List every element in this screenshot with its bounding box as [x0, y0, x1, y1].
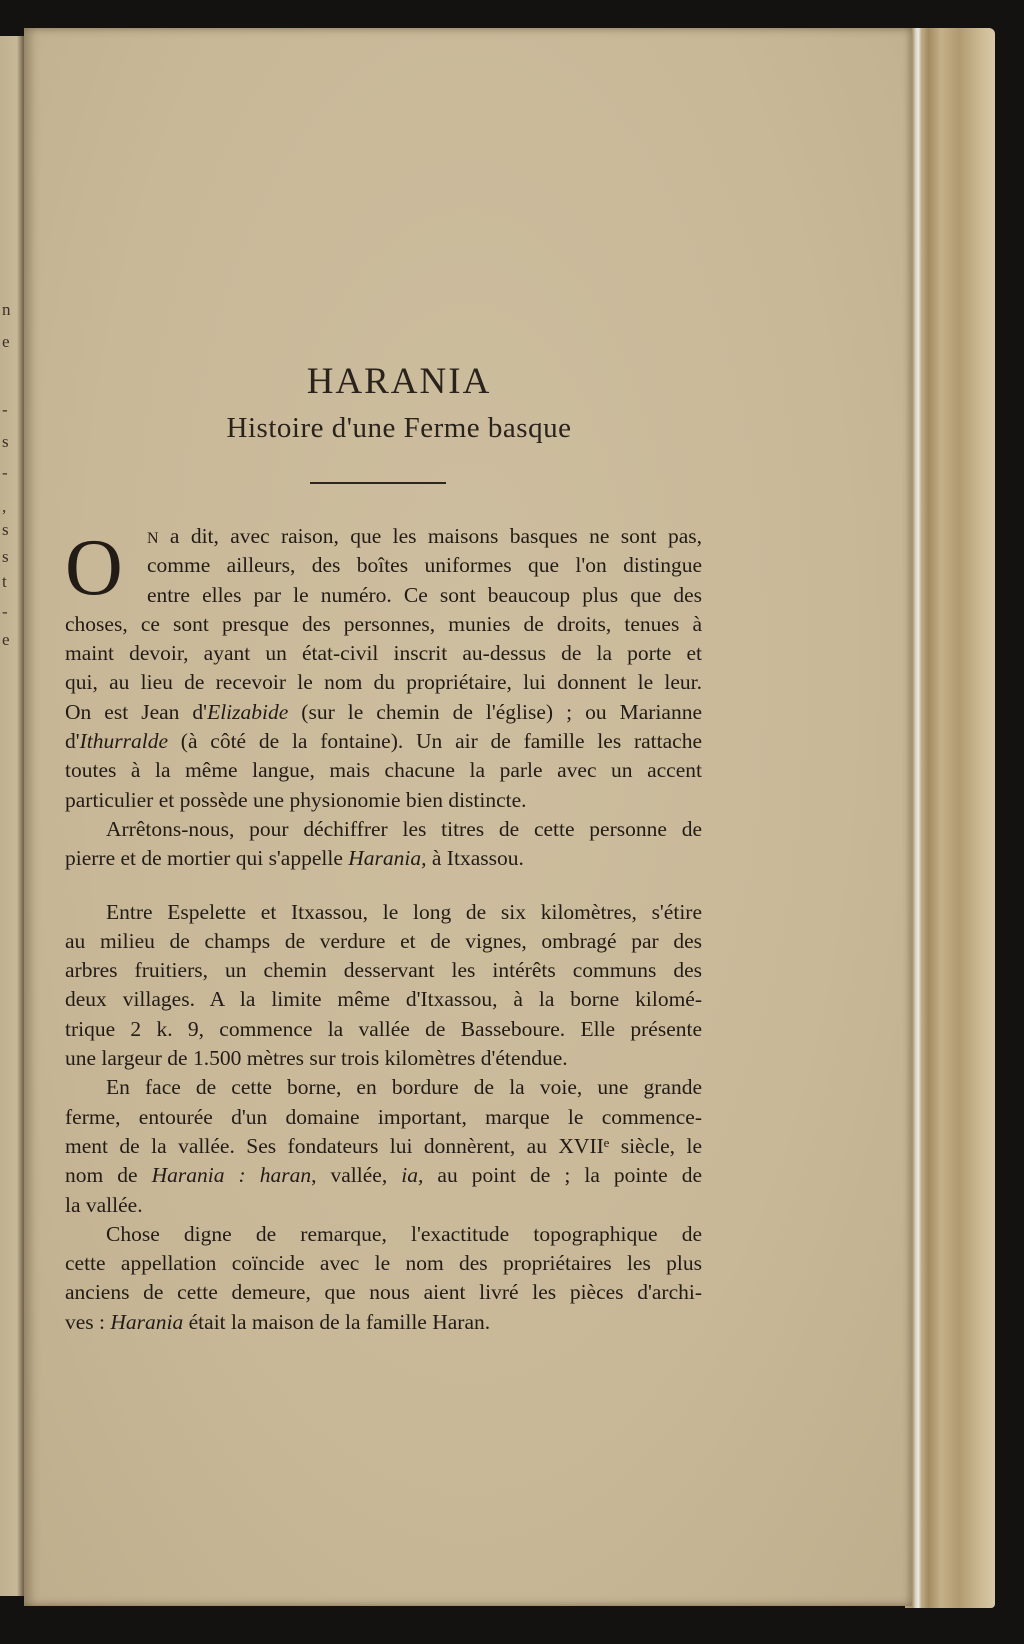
text-line	[65, 522, 702, 551]
text-line	[65, 1220, 702, 1249]
text-line	[65, 815, 702, 844]
text-line	[65, 1073, 702, 1102]
text-segment: anciens de cette demeure, que nous aient livré les pièces d'archi-	[65, 1280, 702, 1305]
italic-text: Harania,	[348, 846, 427, 871]
text-line	[65, 985, 702, 1014]
previous-page-fragment: n	[2, 300, 11, 319]
text-segment: deux villages. A la limite même d'Itxassou, à la borne kilomé-	[65, 987, 702, 1012]
previous-page-fragment: ,	[2, 497, 7, 516]
text-segment: pierre et de mortier qui s'appelle	[65, 846, 349, 871]
text-line	[65, 610, 702, 639]
text-segment: Arrêtons-nous, pour déchiffrer les titres de cette personne de	[106, 816, 702, 841]
text-segment: ment de la vallée. Ses fondateurs lui donnèrent, au XVIIᵉ siècle, le	[65, 1133, 702, 1158]
text-segment: la vallée.	[65, 1192, 143, 1217]
text-line	[65, 1161, 702, 1190]
text-segment: qui, au lieu de recevoir le nom du propriétaire, lui donnent le leur.	[65, 670, 702, 695]
text-line	[65, 1249, 702, 1278]
paragraph-gap	[65, 874, 702, 898]
text-segment: une largeur de 1.500 mètres sur trois kilomètres d'étendue.	[65, 1046, 568, 1071]
text-line	[65, 1132, 702, 1161]
text-line	[65, 1191, 702, 1220]
text-segment: particulier et possède une physionomie bien distincte.	[65, 787, 527, 812]
text-line	[65, 639, 702, 668]
text-segment: entre elles par le numéro. Ce sont beaucoup plus que des	[147, 582, 702, 607]
text-segment: On est Jean d'	[65, 699, 208, 724]
previous-page-fragment: e	[2, 332, 10, 351]
previous-page-fragment: e	[2, 630, 10, 649]
italic-text: Harania : haran	[151, 1163, 312, 1188]
text-segment: maint devoir, ayant un état-civil inscrit au-dessus de la porte et	[65, 641, 702, 666]
italic-text: Ithurralde	[79, 729, 169, 754]
previous-page-fragment: s	[2, 547, 9, 566]
text-segment: N	[147, 530, 159, 547]
text-line	[65, 1308, 702, 1337]
text-line	[65, 786, 702, 815]
chapter-title: HARANIA	[306, 361, 492, 402]
text-segment: ferme, entourée d'un domaine important, marque le commence-	[65, 1104, 702, 1129]
text-segment: choses, ce sont presque des personnes, munies de droits, tenues à	[65, 611, 702, 636]
text-line	[65, 551, 702, 580]
chapter-subtitle: Histoire d'une Ferme basque	[226, 412, 572, 444]
text-line	[65, 1015, 702, 1044]
previous-page-fragment: -	[2, 602, 8, 621]
text-segment: trique 2 k. 9, commence la vallée de Basseboure. Elle présente	[65, 1016, 702, 1041]
title-rule	[310, 482, 446, 484]
text-line	[65, 956, 702, 985]
text-line	[65, 581, 702, 610]
text-line	[65, 1278, 702, 1307]
text-segment: cette appellation coïncide avec le nom des propriétaires les plus	[65, 1251, 702, 1276]
text-segment: arbres fruitiers, un chemin desservant les intérêts communs des	[65, 958, 702, 983]
text-segment: au point de ; la pointe de	[423, 1163, 702, 1188]
text-segment: (sur le chemin de l'église) ; ou Marianne	[288, 699, 702, 724]
italic-text: Elizabide	[207, 699, 289, 724]
text-line	[65, 727, 702, 756]
text-line	[65, 668, 702, 697]
book-page	[24, 28, 912, 1606]
text-segment: toutes à la même langue, mais chacune la parle avec un accent	[65, 758, 702, 783]
text-line	[65, 1103, 702, 1132]
text-line	[65, 698, 702, 727]
text-segment: nom de	[65, 1163, 152, 1188]
text-segment: (à côté de la fontaine). Un air de famille les rattache	[168, 729, 702, 754]
text-segment: Chose digne de remarque, l'exactitude topographique de	[106, 1221, 702, 1246]
text-segment: au milieu de champs de verdure et de vignes, ombragé par des	[65, 928, 702, 953]
text-segment: En face de cette borne, en bordure de la voie, une grande	[106, 1075, 702, 1100]
text-line	[65, 844, 702, 873]
italic-text: ia,	[401, 1163, 424, 1188]
text-line	[65, 756, 702, 785]
previous-page-edge	[0, 36, 24, 1596]
previous-page-fragment: s	[2, 432, 9, 451]
text-segment: a dit, avec raison, que les maisons basques ne sont pas,	[158, 524, 702, 548]
text-line	[65, 898, 702, 927]
text-segment: d'	[65, 729, 80, 754]
text-segment: , vallée,	[311, 1163, 402, 1188]
drop-cap: O	[65, 524, 123, 612]
text-line	[65, 927, 702, 956]
previous-page-fragment: s	[2, 520, 9, 539]
text-segment: ves :	[65, 1309, 111, 1334]
italic-text: Harania	[110, 1309, 184, 1334]
previous-page-fragment: -	[2, 400, 8, 419]
text-segment: était la maison de la famille Haran.	[183, 1309, 491, 1334]
previous-page-fragment: t	[2, 572, 7, 591]
text-line	[65, 1044, 702, 1073]
previous-page-fragment: -	[2, 463, 8, 482]
body-text	[65, 522, 702, 1337]
text-segment: Entre Espelette et Itxassou, le long de six kilomètres, s'étire	[106, 899, 702, 924]
page-stack-edge	[905, 28, 995, 1608]
text-segment: à Itxassou.	[426, 846, 524, 871]
text-segment: comme ailleurs, des boîtes uniformes que l'on distingue	[147, 553, 702, 578]
